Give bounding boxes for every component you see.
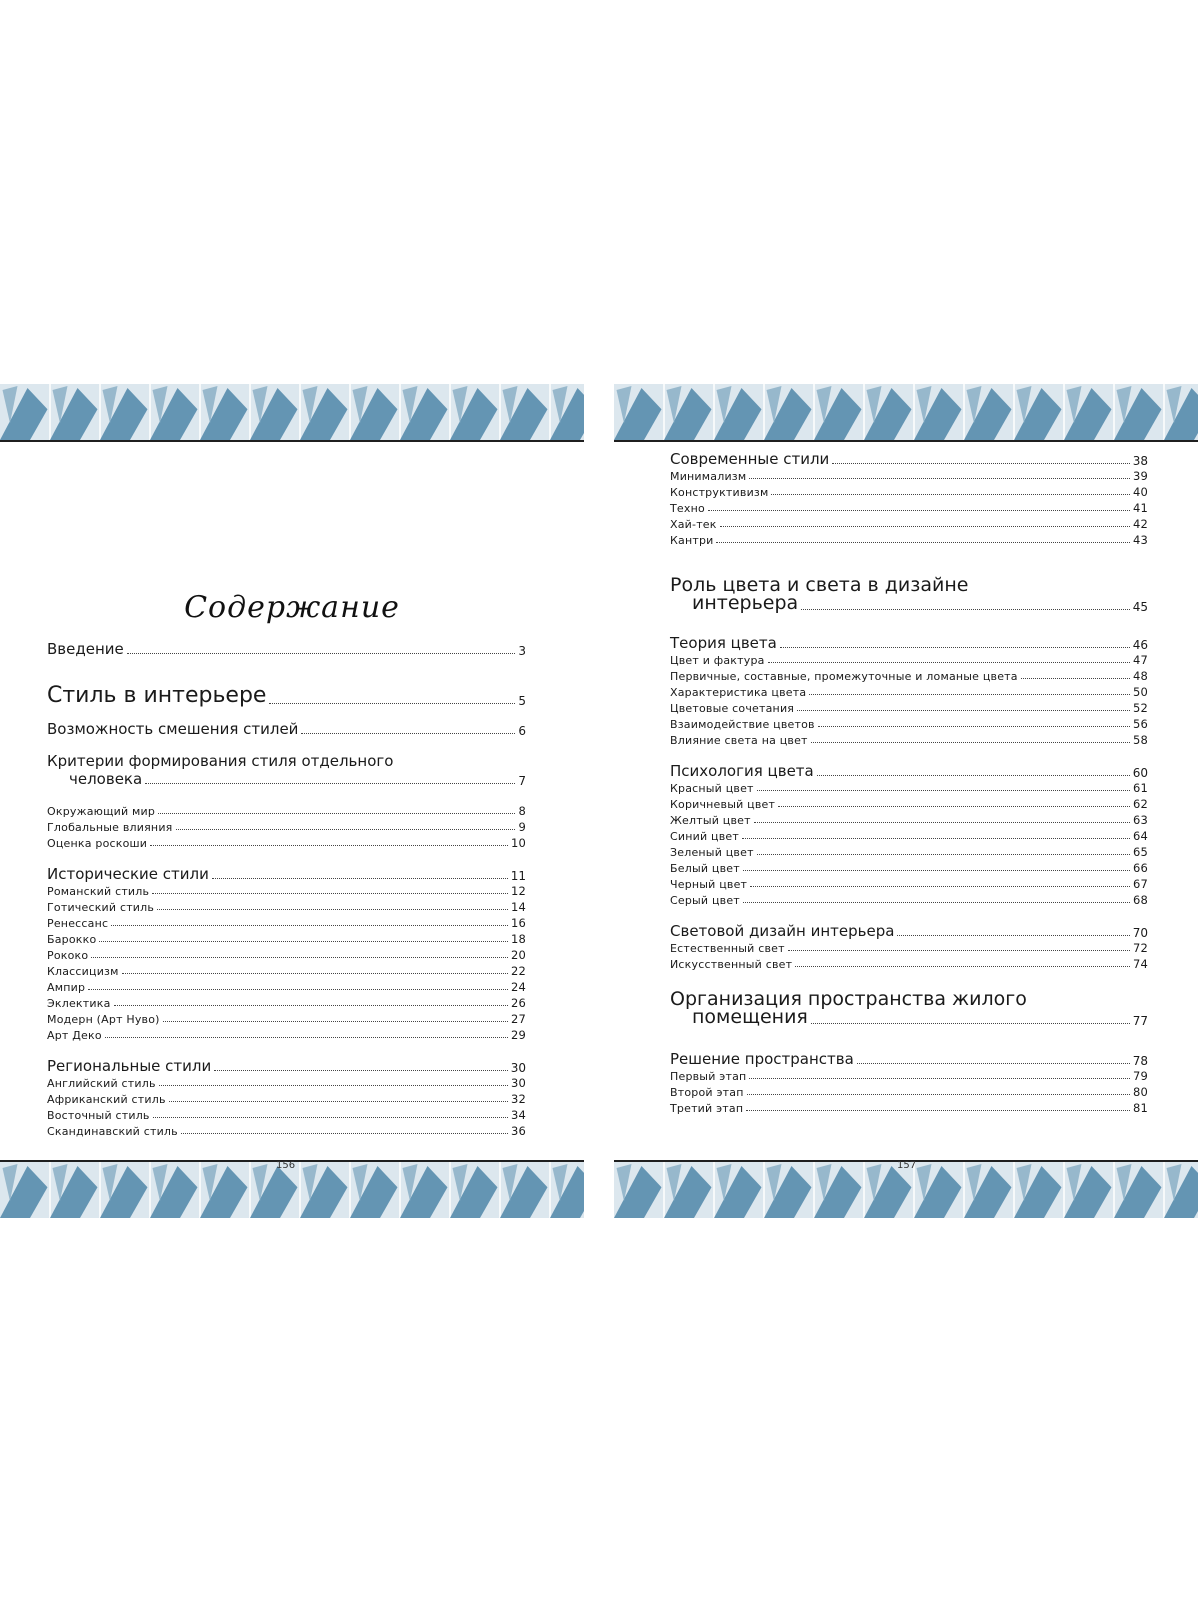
toc-entry-page: 3: [518, 644, 526, 658]
toc-entry[interactable]: [47, 900, 526, 914]
decorative-pattern: [0, 384, 584, 440]
toc-entry-title: Возможность смешения стилей: [47, 720, 299, 738]
toc-entry-title: Естественный свет: [670, 942, 785, 955]
toc-entry-title: Классицизм: [47, 965, 119, 978]
toc-entry-page: 39: [1132, 469, 1148, 483]
toc-entry-title: Английский стиль: [47, 1077, 156, 1090]
decorative-header-band: [614, 384, 1198, 442]
toc-entry[interactable]: [47, 1028, 526, 1042]
toc-entry[interactable]: [670, 845, 1148, 859]
toc-entry-title-cont: человека: [69, 770, 143, 788]
toc-entry-page: 63: [1132, 813, 1148, 827]
toc-entry-title: Оценка роскоши: [47, 837, 148, 850]
toc-entry[interactable]: [670, 1101, 1148, 1115]
toc-entry-title: Третий этап: [670, 1102, 744, 1115]
toc-entry-title: Синий цвет: [670, 830, 739, 843]
toc-entry-page: 26: [510, 996, 526, 1010]
toc-entry-page: 50: [1132, 685, 1148, 699]
toc-entry[interactable]: [670, 450, 1148, 468]
toc-entry-page: 8: [518, 804, 526, 818]
toc-entry[interactable]: [670, 574, 1148, 614]
toc-entry-page: 58: [1132, 733, 1148, 747]
toc-heading: Содержание: [184, 590, 400, 625]
toc-entry-title: Второй этап: [670, 1086, 744, 1099]
toc-entry-title: Кантри: [670, 534, 714, 547]
toc-entry-page: 11: [510, 869, 526, 883]
toc-entry[interactable]: [670, 988, 1148, 1028]
toc-entry-page: 74: [1132, 957, 1148, 971]
toc-entry-page: 16: [510, 916, 526, 930]
toc-entry-title: Решение пространства: [670, 1050, 854, 1068]
toc-entry-title: Зеленый цвет: [670, 846, 754, 859]
toc-entry-title: Критерии формирования стиля отдельного: [47, 752, 394, 770]
toc-entry[interactable]: [670, 877, 1148, 891]
toc-entry-page: 42: [1132, 517, 1148, 531]
toc-entry-page: 40: [1132, 485, 1148, 499]
toc-entry-title: Стиль в интерьере: [47, 683, 267, 708]
toc-entry[interactable]: [670, 1050, 1148, 1068]
toc-entry-title: Организация пространства жилого: [670, 988, 1027, 1010]
toc-entry-page: 62: [1132, 797, 1148, 811]
toc-entry-title: Конструктивизм: [670, 486, 769, 499]
toc-entry[interactable]: [670, 653, 1148, 667]
toc-entry-title: Арт Деко: [47, 1029, 102, 1042]
toc-entry-page: 24: [510, 980, 526, 994]
toc-entry-title: Эклектика: [47, 997, 111, 1010]
toc-entry[interactable]: [47, 1076, 526, 1090]
toc-entry-page: 79: [1132, 1069, 1148, 1083]
toc-entry-title: Ренессанс: [47, 917, 109, 930]
toc-entry[interactable]: [670, 669, 1148, 683]
toc-entry[interactable]: [47, 720, 526, 738]
toc-entry-title: Исторические стили: [47, 865, 209, 883]
toc-entry-title: Красный цвет: [670, 782, 754, 795]
toc-entry-title: Роль цвета и света в дизайне: [670, 574, 969, 596]
toc-entry-page: 36: [510, 1124, 526, 1138]
toc-entry-page: 67: [1132, 877, 1148, 891]
toc-entry-title: Серый цвет: [670, 894, 740, 907]
toc-entry[interactable]: [670, 797, 1148, 811]
toc-entry-title: Введение: [47, 640, 124, 658]
toc-entry-title: Искусственный свет: [670, 958, 793, 971]
toc-entry-page: 20: [510, 948, 526, 962]
toc-entry-title: Готический стиль: [47, 901, 155, 914]
toc-entry-page: 52: [1132, 701, 1148, 715]
toc-entry[interactable]: [47, 884, 526, 898]
toc-entry[interactable]: [47, 964, 526, 978]
toc-entry-title: Первый этап: [670, 1070, 747, 1083]
toc-entry-page: 66: [1132, 861, 1148, 875]
toc-entry[interactable]: [670, 1085, 1148, 1099]
toc-entry[interactable]: [670, 634, 1148, 652]
toc-entry-page: 45: [1132, 600, 1148, 614]
toc-entry-title-cont: интерьера: [692, 592, 799, 614]
toc-entry-page: 30: [510, 1076, 526, 1090]
toc-entry[interactable]: [47, 1012, 526, 1026]
toc-entry-page: 34: [510, 1108, 526, 1122]
toc-entry-page: 81: [1132, 1101, 1148, 1115]
toc-entry-page: 70: [1132, 926, 1148, 940]
toc-entry-title: Региональные стили: [47, 1057, 212, 1075]
toc-entry[interactable]: [47, 683, 526, 708]
toc-entry-title: Световой дизайн интерьера: [670, 922, 895, 940]
toc-entry-title: Ампир: [47, 981, 86, 994]
toc-entry-page: 38: [1132, 454, 1148, 468]
toc-entry[interactable]: [670, 717, 1148, 731]
toc-entry-page: 65: [1132, 845, 1148, 859]
toc-entry[interactable]: [670, 861, 1148, 875]
toc-entry-title-cont: помещения: [692, 1006, 808, 1028]
toc-entry[interactable]: [47, 640, 526, 658]
toc-entry-page: 14: [510, 900, 526, 914]
toc-entry[interactable]: [670, 762, 1148, 780]
toc-entry-title: Влияние света на цвет: [670, 734, 808, 747]
toc-entry-page: 60: [1132, 766, 1148, 780]
toc-entry-title: Современные стили: [670, 450, 830, 468]
toc-entry[interactable]: [47, 1057, 526, 1075]
toc-entry-page: 41: [1132, 501, 1148, 515]
toc-entry[interactable]: [670, 533, 1148, 547]
toc-entry-page: 68: [1132, 893, 1148, 907]
toc-entry-title: Характеристика цвета: [670, 686, 807, 699]
toc-entry-title: Барокко: [47, 933, 97, 946]
toc-entry-title: Рококо: [47, 949, 89, 962]
toc-entry-title: Модерн (Арт Нуво): [47, 1013, 160, 1026]
toc-entry-title: Коричневый цвет: [670, 798, 776, 811]
toc-entry-title: Романский стиль: [47, 885, 150, 898]
toc-entry-title: Скандинавский стиль: [47, 1125, 178, 1138]
toc-entry-page: 12: [510, 884, 526, 898]
decorative-header-band: [0, 384, 584, 442]
toc-entry-page: 29: [510, 1028, 526, 1042]
toc-entry-page: 27: [510, 1012, 526, 1026]
toc-entry[interactable]: [47, 1108, 526, 1122]
toc-entry[interactable]: [670, 941, 1148, 955]
toc-entry-page: 48: [1132, 669, 1148, 683]
toc-entry[interactable]: [47, 820, 526, 834]
toc-entry-page: 78: [1132, 1054, 1148, 1068]
toc-entry[interactable]: [47, 804, 526, 818]
decorative-pattern: [614, 384, 1198, 440]
toc-entry[interactable]: [670, 685, 1148, 699]
toc-entry[interactable]: [670, 813, 1148, 827]
toc-entry[interactable]: [670, 829, 1148, 843]
band-rule: [614, 440, 1198, 442]
band-rule: [0, 440, 584, 442]
toc-entry[interactable]: [670, 922, 1148, 940]
toc-entry-page: 32: [510, 1092, 526, 1106]
toc-entry[interactable]: [47, 932, 526, 946]
toc-entry-title: Белый цвет: [670, 862, 740, 875]
toc-entry-page: 61: [1132, 781, 1148, 795]
toc-entry[interactable]: [47, 865, 526, 883]
toc-entry-page: 30: [510, 1061, 526, 1075]
toc-entry-page: 18: [510, 932, 526, 946]
page-number: 157: [897, 1160, 917, 1171]
toc-entry-title: Цветовые сочетания: [670, 702, 795, 715]
toc-entry-title: Желтый цвет: [670, 814, 751, 827]
toc-entry[interactable]: [670, 517, 1148, 531]
toc-entry-title: Психология цвета: [670, 762, 814, 780]
toc-entry-page: 56: [1132, 717, 1148, 731]
toc-entry-title: Минимализм: [670, 470, 747, 483]
toc-entry-title: Восточный стиль: [47, 1109, 150, 1122]
toc-entry-page: 9: [518, 820, 526, 834]
toc-entry[interactable]: [670, 733, 1148, 747]
toc-entry[interactable]: [47, 916, 526, 930]
toc-entry-page: 22: [510, 964, 526, 978]
toc-entry[interactable]: [670, 469, 1148, 483]
toc-entry[interactable]: [670, 781, 1148, 795]
toc-entry[interactable]: [47, 948, 526, 962]
toc-entry-title: Цвет и фактура: [670, 654, 765, 667]
toc-entry-title: Первичные, составные, промежуточные и ломаные цвета: [670, 670, 1018, 683]
toc-entry-page: 77: [1132, 1014, 1148, 1028]
toc-entry-page: 80: [1132, 1085, 1148, 1099]
toc-entry[interactable]: [47, 1124, 526, 1138]
toc-entry[interactable]: [670, 501, 1148, 515]
toc-entry-page: 43: [1132, 533, 1148, 547]
toc-entry-title: Техно: [670, 502, 705, 515]
toc-entry-title: Глобальные влияния: [47, 821, 173, 834]
toc-entry-page: 47: [1132, 653, 1148, 667]
toc-entry[interactable]: [47, 836, 526, 850]
toc-entry[interactable]: [670, 1069, 1148, 1083]
toc-entry-page: 46: [1132, 638, 1148, 652]
toc-entry-page: 72: [1132, 941, 1148, 955]
toc-entry[interactable]: [47, 1092, 526, 1106]
toc-entry-page: 64: [1132, 829, 1148, 843]
toc-entry-title: Взаимодействие цветов: [670, 718, 815, 731]
toc-entry-page: 10: [510, 836, 526, 850]
toc-entry-title: Черный цвет: [670, 878, 748, 891]
toc-entry[interactable]: [670, 957, 1148, 971]
toc-entry-page: 7: [518, 774, 526, 788]
toc-entry[interactable]: [47, 752, 526, 788]
toc-entry-title: Хай-тек: [670, 518, 717, 531]
toc-entry-page: 6: [518, 724, 526, 738]
left-page: [0, 384, 584, 1216]
toc-entry-title: Теория цвета: [670, 634, 777, 652]
toc-entry[interactable]: [670, 893, 1148, 907]
toc-entry-title: Африканский стиль: [47, 1093, 166, 1106]
toc-entry[interactable]: [670, 701, 1148, 715]
toc-entry[interactable]: [47, 980, 526, 994]
toc-entry-title: Окружающий мир: [47, 805, 156, 818]
right-page: [614, 384, 1198, 1216]
toc-entry[interactable]: [670, 485, 1148, 499]
page-number: 156: [276, 1160, 296, 1171]
toc-entry-page: 5: [518, 694, 526, 708]
toc-entry[interactable]: [47, 996, 526, 1010]
